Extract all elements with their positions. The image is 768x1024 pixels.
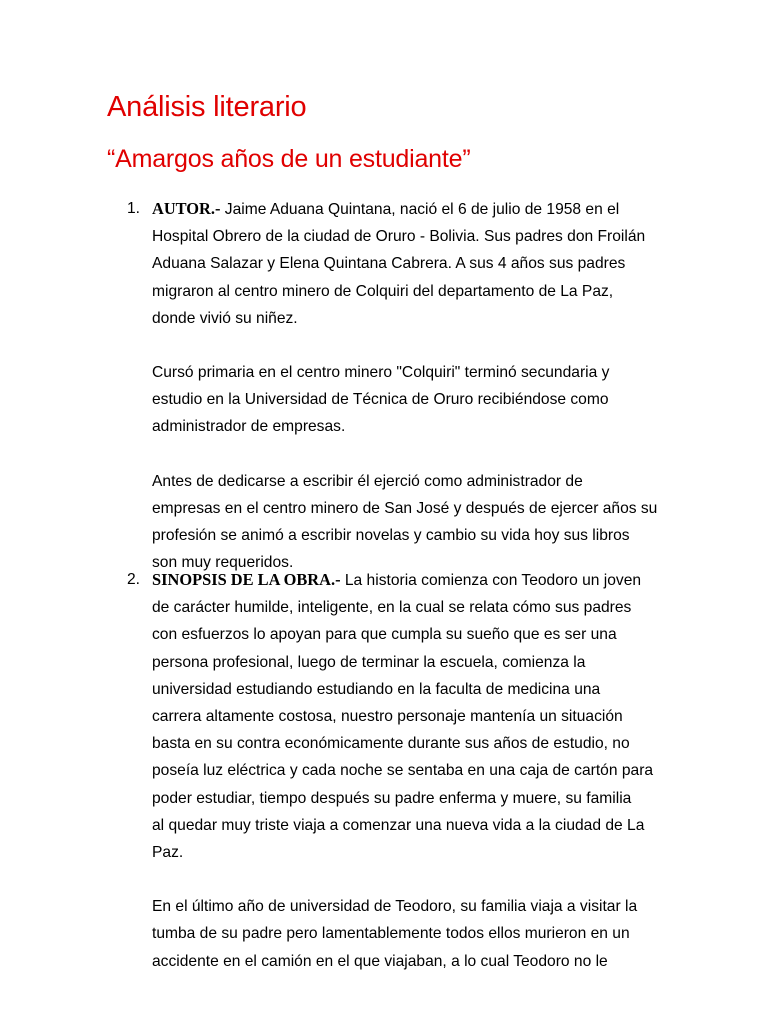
document-subtitle: “Amargos años de un estudiante” xyxy=(107,145,471,173)
list-item-synopsis xyxy=(127,566,672,975)
synopsis-lead-paragraph xyxy=(152,566,672,866)
author-paragraph-career: Antes de dedicarse a escribir él ejerció como administrador de empresas en el centro minero de San José y después de ejercer años su profesión se animó a escribir novelas y cambio su vida hoy sus libros son muy requeridos. xyxy=(152,472,658,572)
author-paragraph-education: Cursó primaria en el centro minero "Colquiri" terminó secundaria y estudio en la Universidad de Técnica de Oruro recibiéndose como administrador de empresas. xyxy=(152,364,610,436)
synopsis-paragraph-accident: En el último año de universidad de Teodoro, su familia viaja a visitar la tumba de su padre pero lamentablemente todos ellos murieron en un accidente en el camión en el que viajaban, a lo cual Teodoro no le xyxy=(152,898,638,970)
author-lead-paragraph xyxy=(152,195,672,332)
list-item-author xyxy=(127,195,672,576)
synopsis-heading: SINOPSIS DE LA OBRA.- xyxy=(152,570,341,589)
synopsis-lead-text: La historia comienza con Teodoro un joven de carácter humilde, inteligente, en la cual se relata cómo sus padres con esfuerzos lo apoyan para que cumpla su sueño que es ser una persona profesional, luego de terminar la escuela, comienza la universidad estudiando estudiando en la faculta de medicina una carrera altamente costosa, nuestro personaje mantenía un situación basta en su contra económicamente durante sus años de estudio, no poseía luz eléctrica y cada noche se sentaba en una caja de cartón para poder estudiar, tiempo después su padre enferma y muere, su familia al quedar muy triste viaja a comenzar una nueva vida a la ciudad de La Paz. xyxy=(152,572,654,862)
list-marker: 1. xyxy=(127,200,141,217)
author-heading: AUTOR.- xyxy=(152,199,221,218)
document-title: Análisis literario xyxy=(107,91,307,123)
author-lead-text: Jaime Aduana Quintana, nació el 6 de julio de 1958 en el Hospital Obrero de la ciudad de Oruro - Bolivia. Sus padres don Froilán Aduana Salazar y Elena Quintana Cabrera. A sus 4 años sus padres migraron al centro minero de Colquiri del departamento de La Paz, donde vivió su niñez. xyxy=(152,201,646,327)
list-marker: 2. xyxy=(127,571,141,588)
